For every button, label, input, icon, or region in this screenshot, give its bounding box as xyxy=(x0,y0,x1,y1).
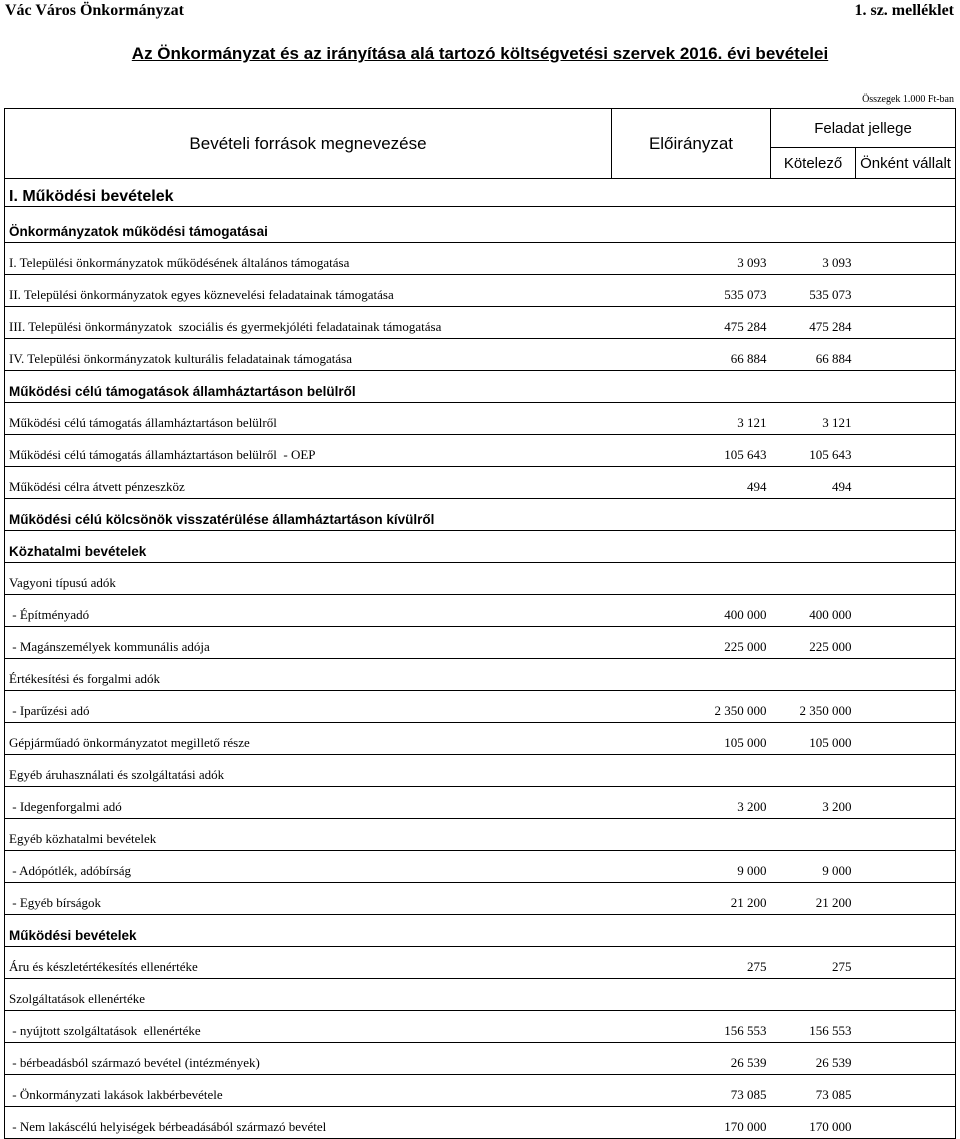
row-mandatory-value: 105 643 xyxy=(771,435,856,467)
table-row xyxy=(5,1011,956,1043)
row-plan-value: 26 539 xyxy=(612,1043,771,1075)
table-row xyxy=(5,207,956,243)
row-label: Gépjárműadó önkormányzatot megillető része xyxy=(5,723,612,755)
row-plan-value xyxy=(612,819,771,851)
table-row xyxy=(5,723,956,755)
row-plan-value: 275 xyxy=(612,947,771,979)
row-mandatory-value xyxy=(771,659,856,691)
table-row xyxy=(5,1043,956,1075)
row-voluntary-value xyxy=(856,339,956,371)
table-row xyxy=(5,595,956,627)
table-row xyxy=(5,659,956,691)
row-voluntary-value xyxy=(856,435,956,467)
row-mandatory-value xyxy=(771,371,856,403)
row-plan-value: 105 643 xyxy=(612,435,771,467)
row-label: IV. Települési önkormányzatok kulturális feladatainak támogatása xyxy=(5,339,612,371)
row-voluntary-value xyxy=(856,275,956,307)
table-row xyxy=(5,403,956,435)
row-plan-value: 225 000 xyxy=(612,627,771,659)
row-voluntary-value xyxy=(856,691,956,723)
row-voluntary-value xyxy=(856,1107,956,1139)
row-mandatory-value: 66 884 xyxy=(771,339,856,371)
row-label: - Magánszemélyek kommunális adója xyxy=(5,627,612,659)
row-label: I. Települési önkormányzatok működésének általános támogatása xyxy=(5,243,612,275)
row-voluntary-value xyxy=(856,531,956,563)
row-voluntary-value xyxy=(856,1043,956,1075)
document-title: Az Önkormányzat és az irányítása alá tartozó költségvetési szervek 2016. évi bevételei xyxy=(131,44,829,63)
row-voluntary-value xyxy=(856,207,956,243)
table-row xyxy=(5,1075,956,1107)
row-mandatory-value xyxy=(771,915,856,947)
row-mandatory-value xyxy=(771,531,856,563)
row-plan-value xyxy=(612,563,771,595)
row-mandatory-value: 475 284 xyxy=(771,307,856,339)
row-label: Egyéb közhatalmi bevételek xyxy=(5,819,612,851)
row-label: - Idegenforgalmi adó xyxy=(5,787,612,819)
annex-label: 1. sz. melléklet xyxy=(854,2,954,19)
column-header-mandatory: Kötelező xyxy=(771,148,856,179)
row-label: - Nem lakáscélú helyiségek bérbeadásából származó bevétel xyxy=(5,1107,612,1139)
row-mandatory-value xyxy=(771,979,856,1011)
row-voluntary-value xyxy=(856,947,956,979)
table-row xyxy=(5,691,956,723)
row-plan-value: 535 073 xyxy=(612,275,771,307)
section-heading: I. Működési bevételek xyxy=(5,179,956,207)
row-voluntary-value xyxy=(856,1011,956,1043)
row-label: Értékesítési és forgalmi adók xyxy=(5,659,612,691)
row-plan-value: 21 200 xyxy=(612,883,771,915)
row-plan-value: 3 121 xyxy=(612,403,771,435)
row-voluntary-value xyxy=(856,499,956,531)
row-plan-value: 73 085 xyxy=(612,1075,771,1107)
column-header-task-type: Feladat jellege xyxy=(771,109,956,148)
row-mandatory-value: 26 539 xyxy=(771,1043,856,1075)
table-row xyxy=(5,339,956,371)
table-row xyxy=(5,371,956,403)
row-mandatory-value: 2 350 000 xyxy=(771,691,856,723)
row-voluntary-value xyxy=(856,467,956,499)
row-plan-value xyxy=(612,531,771,563)
row-voluntary-value xyxy=(856,403,956,435)
row-label: Önkormányzatok működési támogatásai xyxy=(5,207,612,243)
row-plan-value xyxy=(612,915,771,947)
row-plan-value xyxy=(612,979,771,1011)
row-voluntary-value xyxy=(856,627,956,659)
row-mandatory-value: 170 000 xyxy=(771,1107,856,1139)
row-plan-value: 3 093 xyxy=(612,243,771,275)
row-mandatory-value xyxy=(771,755,856,787)
row-plan-value: 400 000 xyxy=(612,595,771,627)
row-plan-value xyxy=(612,659,771,691)
row-voluntary-value xyxy=(856,659,956,691)
row-voluntary-value xyxy=(856,243,956,275)
row-label: Működési célú támogatások államháztartáson belülről xyxy=(5,371,612,403)
table-row xyxy=(5,531,956,563)
table-row xyxy=(5,467,956,499)
row-mandatory-value: 275 xyxy=(771,947,856,979)
row-voluntary-value xyxy=(856,819,956,851)
row-plan-value: 66 884 xyxy=(612,339,771,371)
row-label: Működési célú támogatás államháztartáson belülről xyxy=(5,403,612,435)
row-voluntary-value xyxy=(856,371,956,403)
row-label: - Egyéb bírságok xyxy=(5,883,612,915)
row-label: - nyújtott szolgáltatások ellenértéke xyxy=(5,1011,612,1043)
table-row xyxy=(5,851,956,883)
row-voluntary-value xyxy=(856,883,956,915)
row-mandatory-value: 9 000 xyxy=(771,851,856,883)
table-row xyxy=(5,979,956,1011)
row-mandatory-value: 400 000 xyxy=(771,595,856,627)
row-mandatory-value: 535 073 xyxy=(771,275,856,307)
row-label: Egyéb áruhasználati és szolgáltatási adók xyxy=(5,755,612,787)
row-label: - Iparűzési adó xyxy=(5,691,612,723)
column-header-plan: Előirányzat xyxy=(612,109,771,179)
row-voluntary-value xyxy=(856,307,956,339)
row-mandatory-value: 494 xyxy=(771,467,856,499)
row-plan-value xyxy=(612,499,771,531)
row-label: Vagyoni típusú adók xyxy=(5,563,612,595)
row-mandatory-value: 21 200 xyxy=(771,883,856,915)
table-row xyxy=(5,883,956,915)
row-label: Működési célú támogatás államháztartáson belülről - OEP xyxy=(5,435,612,467)
row-label: Működési célra átvett pénzeszköz xyxy=(5,467,612,499)
row-voluntary-value xyxy=(856,1075,956,1107)
row-label: Szolgáltatások ellenértéke xyxy=(5,979,612,1011)
row-label: - bérbeadásból származó bevétel (intézmények) xyxy=(5,1043,612,1075)
table-row xyxy=(5,563,956,595)
row-mandatory-value xyxy=(771,563,856,595)
row-plan-value xyxy=(612,207,771,243)
column-header-name: Bevételi források megnevezése xyxy=(5,109,612,179)
row-voluntary-value xyxy=(856,851,956,883)
table-row xyxy=(5,435,956,467)
row-mandatory-value: 3 093 xyxy=(771,243,856,275)
row-mandatory-value xyxy=(771,207,856,243)
row-mandatory-value: 3 121 xyxy=(771,403,856,435)
row-plan-value: 475 284 xyxy=(612,307,771,339)
table-row xyxy=(5,755,956,787)
row-voluntary-value xyxy=(856,723,956,755)
row-label: - Építményadó xyxy=(5,595,612,627)
row-label: Áru és készletértékesítés ellenértéke xyxy=(5,947,612,979)
row-label: Működési célú kölcsönök visszatérülése államháztartáson kívülről xyxy=(5,499,612,531)
row-label: III. Települési önkormányzatok szociális és gyermekjóléti feladatainak támogatása xyxy=(5,307,612,339)
row-voluntary-value xyxy=(856,595,956,627)
table-row xyxy=(5,275,956,307)
row-voluntary-value xyxy=(856,755,956,787)
table-row xyxy=(5,627,956,659)
table-row xyxy=(5,819,956,851)
row-plan-value: 2 350 000 xyxy=(612,691,771,723)
table-row xyxy=(5,243,956,275)
row-plan-value: 9 000 xyxy=(612,851,771,883)
table-row xyxy=(5,787,956,819)
row-label: Közhatalmi bevételek xyxy=(5,531,612,563)
row-plan-value: 105 000 xyxy=(612,723,771,755)
row-label: - Önkormányzati lakások lakbérbevétele xyxy=(5,1075,612,1107)
row-voluntary-value xyxy=(856,979,956,1011)
row-mandatory-value: 225 000 xyxy=(771,627,856,659)
row-label: II. Települési önkormányzatok egyes köznevelési feladatainak támogatása xyxy=(5,275,612,307)
column-header-voluntary: Önként vállalt xyxy=(856,148,956,179)
revenue-table xyxy=(4,108,956,1139)
row-plan-value: 494 xyxy=(612,467,771,499)
table-row xyxy=(5,307,956,339)
row-label: - Adópótlék, adóbírság xyxy=(5,851,612,883)
organization-name: Vác Város Önkormányzat xyxy=(5,2,184,19)
row-plan-value: 3 200 xyxy=(612,787,771,819)
row-mandatory-value: 3 200 xyxy=(771,787,856,819)
row-mandatory-value: 105 000 xyxy=(771,723,856,755)
row-voluntary-value xyxy=(856,915,956,947)
units-note: Összegek 1.000 Ft-ban xyxy=(862,94,954,105)
row-voluntary-value xyxy=(856,787,956,819)
row-plan-value xyxy=(612,371,771,403)
row-label: Működési bevételek xyxy=(5,915,612,947)
row-mandatory-value: 156 553 xyxy=(771,1011,856,1043)
row-plan-value: 170 000 xyxy=(612,1107,771,1139)
row-mandatory-value xyxy=(771,819,856,851)
row-voluntary-value xyxy=(856,563,956,595)
row-mandatory-value xyxy=(771,499,856,531)
row-mandatory-value: 73 085 xyxy=(771,1075,856,1107)
row-plan-value: 156 553 xyxy=(612,1011,771,1043)
row-plan-value xyxy=(612,755,771,787)
table-row xyxy=(5,915,956,947)
table-row xyxy=(5,499,956,531)
table-row xyxy=(5,1107,956,1139)
table-row xyxy=(5,947,956,979)
